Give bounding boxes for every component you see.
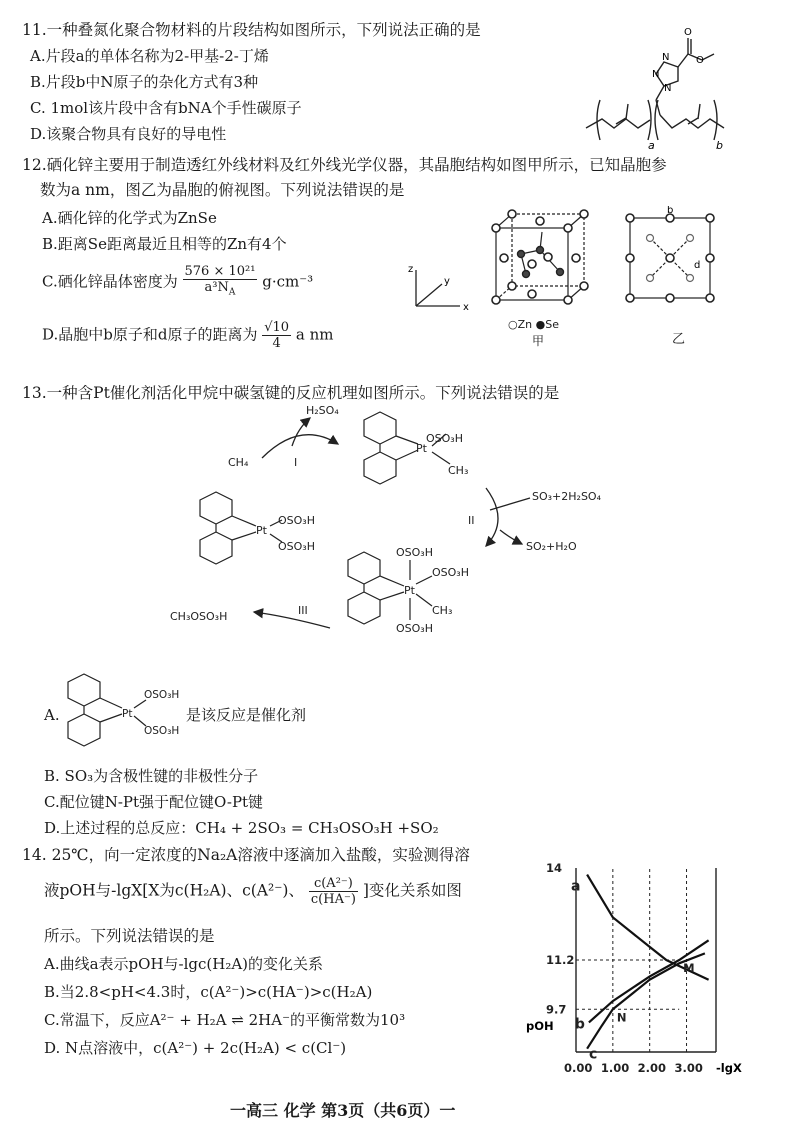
svg-text:SO₃+2H₂SO₄: SO₃+2H₂SO₄	[532, 490, 601, 503]
q11-n-label: N	[662, 52, 670, 63]
q11-stem: 11.一种叠氮化聚合物材料的片段结构如图所示，下列说法正确的是	[22, 21, 481, 39]
q12-top-view	[620, 206, 720, 306]
q12-fig-jia: 甲	[532, 334, 545, 348]
svg-text:OSO₃H: OSO₃H	[278, 540, 315, 553]
q14-chart	[520, 852, 750, 1092]
q14-xlabel: -lgX	[716, 1061, 742, 1075]
q12-option-b: B.距离Se距离最近且相等的Zn有4个	[42, 235, 287, 253]
q12-stem-line1: 12.硒化锌主要用于制造透红外线材料及红外线光学仪器，其晶胞结构如图甲所示，已知晶胞参	[22, 156, 667, 174]
svg-text:SO₂+H₂O: SO₂+H₂O	[526, 540, 577, 553]
q13-mechanism	[170, 400, 630, 690]
q11-option-c: C. 1mol该片段中含有bNA个手性碳原子	[30, 99, 302, 117]
chart-series-label-b: b	[574, 1016, 585, 1033]
q11-o-label: O	[684, 27, 692, 38]
q13-stem: 13.一种含Pt催化剂活化甲烷中碳氢键的反应机理如图所示。下列说法错误的是	[22, 384, 560, 402]
q12-density-fraction: $\frac{\text{576 × 10²¹}}{a^3N_A}$	[184, 264, 256, 298]
svg-text:y: y	[444, 276, 450, 287]
q13-option-a-letter: A.	[44, 706, 60, 724]
svg-text:OSO₃H: OSO₃H	[278, 514, 315, 527]
chart-point-label-M: M	[683, 961, 695, 975]
svg-text:x: x	[463, 302, 469, 313]
q11-label-b: b	[716, 139, 723, 150]
q12-option-d: D.晶胞中b原子和d原子的距离为 $\frac{√10}{4}$ a nm	[42, 320, 334, 351]
q12-axes	[400, 262, 472, 318]
q11-n-label: N	[664, 83, 672, 94]
chart-y-tick-label: 9.7	[546, 1002, 567, 1017]
q13-option-a: 是该反应是催化剂	[186, 706, 307, 724]
svg-text:Pt: Pt	[404, 584, 415, 597]
q11-polymer-structure	[578, 18, 728, 150]
svg-text:H₂SO₄: H₂SO₄	[306, 404, 339, 417]
q12-option-c: C.硒化锌晶体密度为 $\frac{\text{576 × 10²¹}}{a^3N_A}$ g·cm⁻³	[42, 264, 313, 301]
q14-stem-line1: 14. 25℃，向一定浓度的Na₂A溶液中逐滴加入盐酸，实验测得溶	[22, 846, 470, 864]
svg-text:I: I	[294, 456, 298, 469]
q14-stem-line2: 液pOH与-lgX[X为c(H₂A)、c(A²⁻)、 $\frac{\text{c(A²⁻)}}{c(HA^-)}$ ]变化关系如图	[44, 876, 462, 907]
svg-text:CH₃: CH₃	[448, 464, 469, 477]
q11-o-label: O	[696, 55, 704, 66]
chart-series-label-c: c	[589, 1046, 598, 1063]
svg-text:OSO₃H: OSO₃H	[144, 725, 180, 737]
q14-ylabel: pOH	[526, 1019, 554, 1033]
q14-stem-line3: 所示。下列说法错误的是	[44, 927, 215, 945]
svg-text:Pt: Pt	[122, 708, 133, 720]
chart-series-label-a: a	[571, 878, 581, 895]
svg-text:OSO₃H: OSO₃H	[426, 432, 463, 445]
q11-option-b: B.片段b中N原子的杂化方式有3种	[30, 73, 259, 91]
svg-text:d: d	[694, 260, 701, 271]
q11-label-a: a	[648, 139, 655, 150]
page-footer: 一高三 化学 第3页（共6页）一	[230, 1101, 456, 1120]
svg-text:OSO₃H: OSO₃H	[396, 622, 433, 635]
q13-option-a-structure	[50, 672, 180, 758]
chart-point-label-N: N	[616, 1010, 627, 1025]
svg-text:CH₃OSO₃H: CH₃OSO₃H	[170, 610, 228, 623]
svg-text:Pt: Pt	[256, 524, 267, 537]
q13-option-c: C.配位键N-Pt强于配位键O-Pt键	[44, 793, 264, 811]
chart-x-tick-label: 1.00	[600, 1061, 630, 1075]
svg-text:OSO₃H: OSO₃H	[396, 546, 433, 559]
chart-x-tick-label: 0.00	[564, 1061, 593, 1075]
svg-text:b: b	[667, 206, 674, 216]
svg-text:II: II	[468, 514, 475, 527]
q14-option-b: B.当2.8<pH<4.3时，c(A²⁻)>c(HA⁻)>c(H₂A)	[44, 983, 373, 1001]
q12-unit-cell	[486, 206, 594, 318]
q14-option-a: A.曲线a表示pOH与-lgc(H₂A)的变化关系	[44, 955, 324, 973]
svg-text:III: III	[298, 604, 308, 617]
q11-option-a: A.片段a的单体名称为2-甲基-2-丁烯	[30, 47, 269, 65]
chart-y-tick-label: 14	[546, 861, 563, 875]
chart-y-tick-label: 11.2	[546, 953, 575, 967]
q12-distance-fraction: $\frac{√10}{4}$	[264, 320, 290, 351]
q14-option-d: D. N点溶液中，c(A²⁻) + 2c(H₂A) < c(Cl⁻)	[44, 1039, 347, 1057]
q11-n-label: N	[652, 69, 660, 80]
q11-option-d: D.该聚合物具有良好的导电性	[30, 125, 227, 143]
svg-text:OSO₃H: OSO₃H	[432, 566, 469, 579]
chart-x-tick-label: 2.00	[637, 1061, 667, 1075]
q12-legend: ○Zn ●Se	[508, 318, 559, 331]
q14-option-c: C.常温下，反应A²⁻ + H₂A ⇌ 2HA⁻的平衡常数为10³	[44, 1011, 406, 1029]
q12-fig-yi: 乙	[672, 332, 686, 347]
svg-text:Pt: Pt	[416, 442, 427, 455]
svg-text:CH₄: CH₄	[228, 456, 249, 469]
q12-option-a: A.硒化锌的化学式为ZnSe	[42, 209, 217, 227]
q13-option-d: D.上述过程的总反应：CH₄ + 2SO₃ = CH₃OSO₃H +SO₂	[44, 819, 439, 837]
q14-ratio-fraction: $\frac{\text{c(A²⁻)}}{c(HA^-)}$	[310, 876, 356, 907]
svg-text:OSO₃H: OSO₃H	[144, 689, 180, 701]
chart-x-tick-label: 3.00	[674, 1061, 703, 1075]
q12-stem-line2: 数为a nm，图乙为晶胞的俯视图。下列说法错误的是	[40, 181, 405, 199]
svg-text:CH₃: CH₃	[432, 604, 453, 617]
q13-option-b: B. SO₃为含极性键的非极性分子	[44, 767, 259, 785]
svg-text:z: z	[408, 264, 414, 275]
